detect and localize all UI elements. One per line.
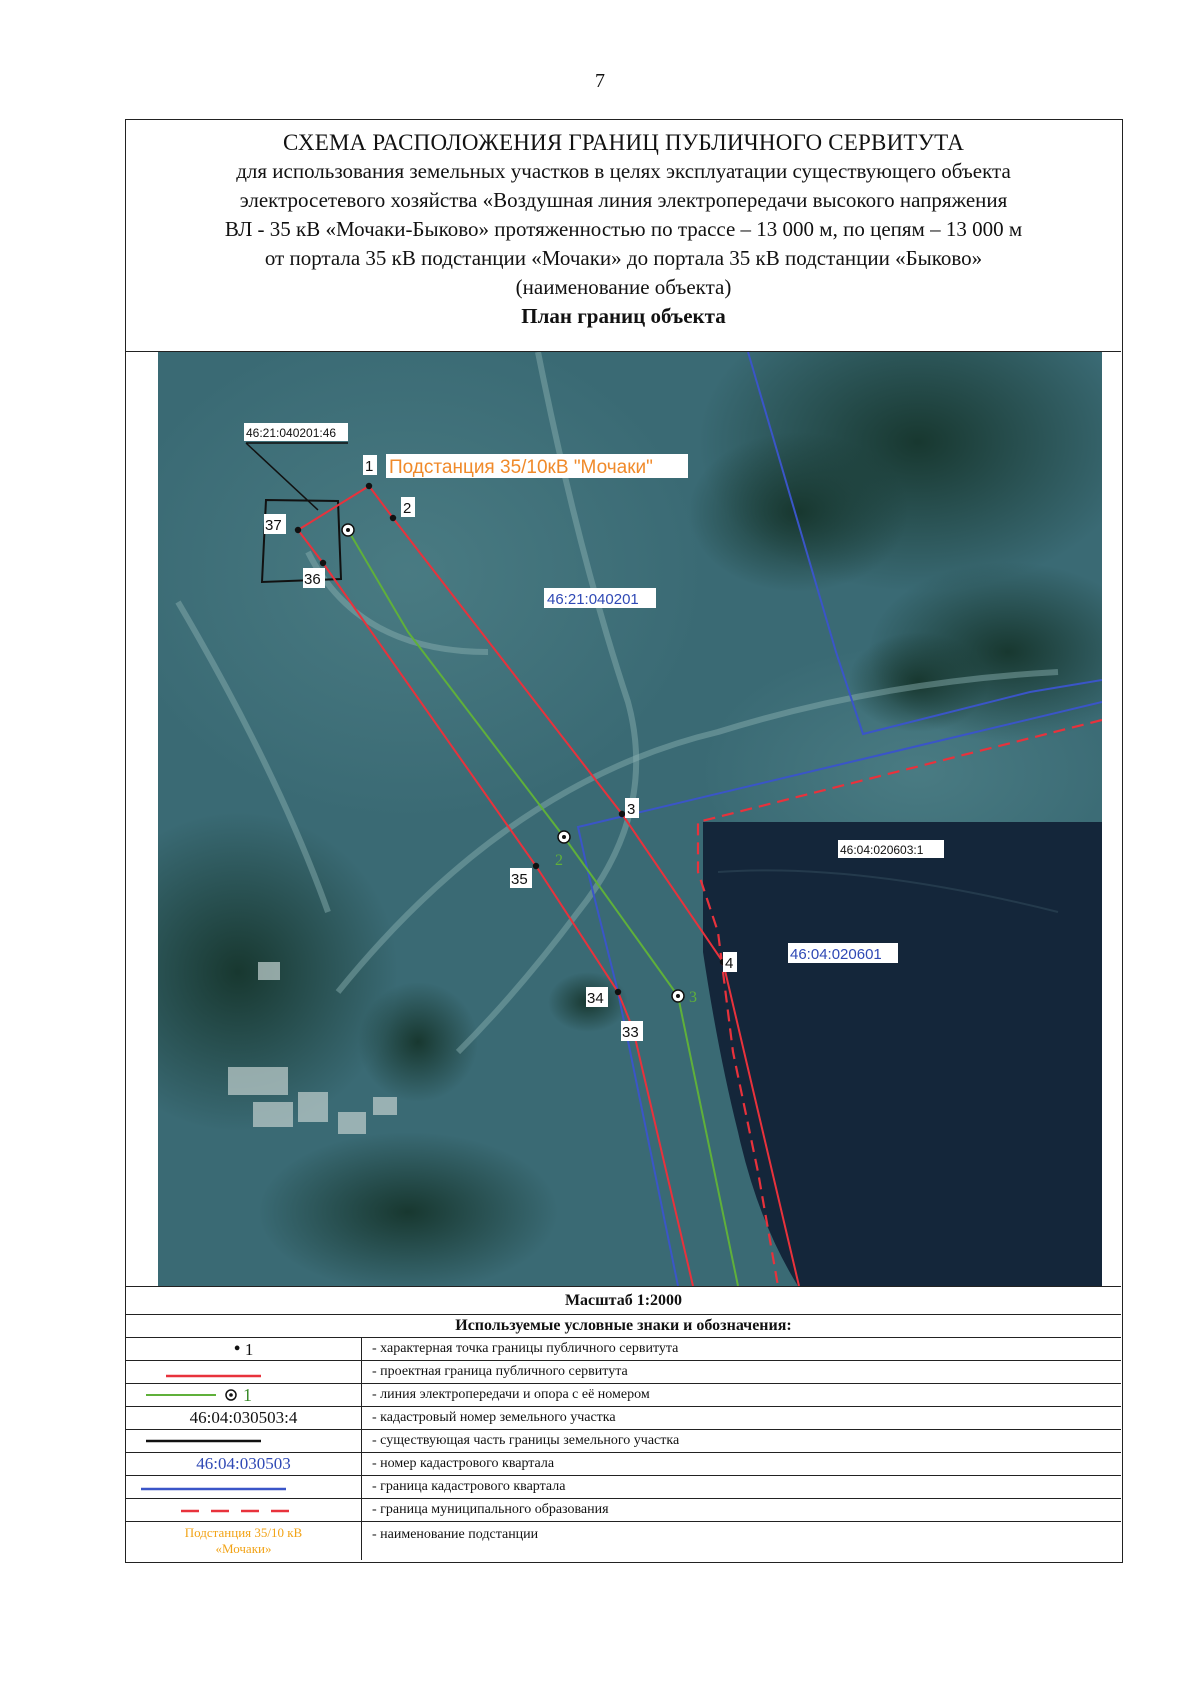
point-label-37: 37 (265, 517, 282, 534)
legend-row-quarter-number (126, 1453, 1121, 1476)
legend-row-quarter-border (126, 1476, 1121, 1499)
title-line-2: для использования земельных участков в целях эксплуатации существующего объекта (236, 159, 1011, 183)
legend-symbol-municipal-border (126, 1499, 362, 1521)
legend-symbol-parcel-border (126, 1430, 362, 1452)
point-label-3: 3 (627, 801, 636, 818)
support-1-icon (342, 524, 354, 536)
point-label-36: 36 (304, 571, 321, 588)
legend-title: Используемые условные знаки и обозначения: (126, 1315, 1121, 1338)
legend-symbol-quarter-border (126, 1476, 362, 1498)
title-plan: План границ объекта (521, 304, 726, 328)
title-line-4: ВЛ - 35 кВ «Мочаки-Быково» протяженностью по трассе – 13 000 м, по цепям – 13 000 м (224, 217, 1023, 241)
page-number: 7 (595, 70, 605, 92)
legend-row-power-line (126, 1384, 1121, 1407)
support-3-icon (672, 990, 684, 1002)
title-line-3: электросетевого хозяйства «Воздушная линия электропередачи высокого напряжения (239, 188, 1008, 212)
substation-label: Подстанция 35/10кВ "Мочаки" (389, 457, 653, 478)
map-svg (158, 352, 1102, 1286)
support-2-label: 2 (555, 852, 563, 869)
legend-row-municipal-border (126, 1499, 1121, 1522)
support-2-icon (558, 831, 570, 843)
legend-row-servitude (126, 1361, 1121, 1384)
point-label-2: 2 (403, 500, 412, 517)
legend-power-line-number: 1 (243, 1385, 252, 1405)
legend-symbol-power-line (126, 1384, 362, 1406)
point-label-33: 33 (622, 1024, 639, 1041)
forest-top (688, 432, 908, 592)
map-scale: Масштаб 1:2000 (126, 1286, 1121, 1315)
legend-symbol-substation: Подстанция 35/10 кВ «Мочаки» (126, 1522, 362, 1560)
legend-desc-servitude: - проектная граница публичного сервитута (372, 1364, 628, 1379)
forest-bottom (258, 1132, 558, 1286)
legend-row-substation (126, 1522, 1121, 1560)
tree-cluster-2 (358, 982, 478, 1102)
point-label-1: 1 (365, 458, 374, 475)
title-line-5: от портала 35 кВ подстанции «Мочаки» до портала 35 кВ подстанции «Быково» (264, 246, 983, 270)
legend-desc-substation: - наименование подстанции (372, 1527, 539, 1542)
legend-row-point (126, 1338, 1121, 1361)
document-frame (125, 119, 1123, 1563)
point-label-35: 35 (511, 871, 528, 888)
legend-desc-cadastral-number: - кадастровый номер земельного участка (372, 1410, 616, 1425)
legend-desc-quarter-border: - граница кадастрового квартала (372, 1479, 566, 1494)
legend-desc-quarter-number: - номер кадастрового квартала (372, 1456, 555, 1471)
legend-desc-point: - характерная точка границы публичного сервитута (372, 1341, 679, 1356)
support-3-label: 3 (689, 989, 697, 1006)
title-heading: СХЕМА РАСПОЛОЖЕНИЯ ГРАНИЦ ПУБЛИЧНОГО СЕРВИТУТА (282, 130, 965, 155)
legend-desc-power-line: - линия электропередачи и опора с её номером (372, 1387, 650, 1402)
quarter-label-top: 46:21:040201 (547, 591, 639, 608)
legend-symbol-cadastral-number: 46:04:030503:4 (126, 1407, 362, 1429)
parcel-label-right: 46:04:020603:1 (840, 843, 924, 857)
legend-row-cadastral-number (126, 1407, 1121, 1430)
title-line-6: (наименование объекта) (515, 275, 732, 299)
point-label-34: 34 (587, 990, 604, 1007)
legend-desc-parcel-border: - существующая часть границы земельного участка (372, 1433, 680, 1448)
map-area (158, 352, 1102, 1286)
legend-desc-municipal-border: - граница муниципального образования (372, 1502, 609, 1517)
quarter-label-right: 46:04:020601 (790, 946, 882, 963)
legend-symbol-point: • 1 (126, 1338, 362, 1360)
point-label-4: 4 (725, 955, 734, 972)
legend-symbol-servitude (126, 1361, 362, 1383)
legend-symbol-quarter-number: 46:04:030503 (126, 1453, 362, 1475)
title-block (126, 120, 1121, 352)
parcel-label-top: 46:21:040201:46 (246, 426, 337, 440)
legend-row-parcel-border (126, 1430, 1121, 1453)
legend (126, 1338, 1121, 1560)
